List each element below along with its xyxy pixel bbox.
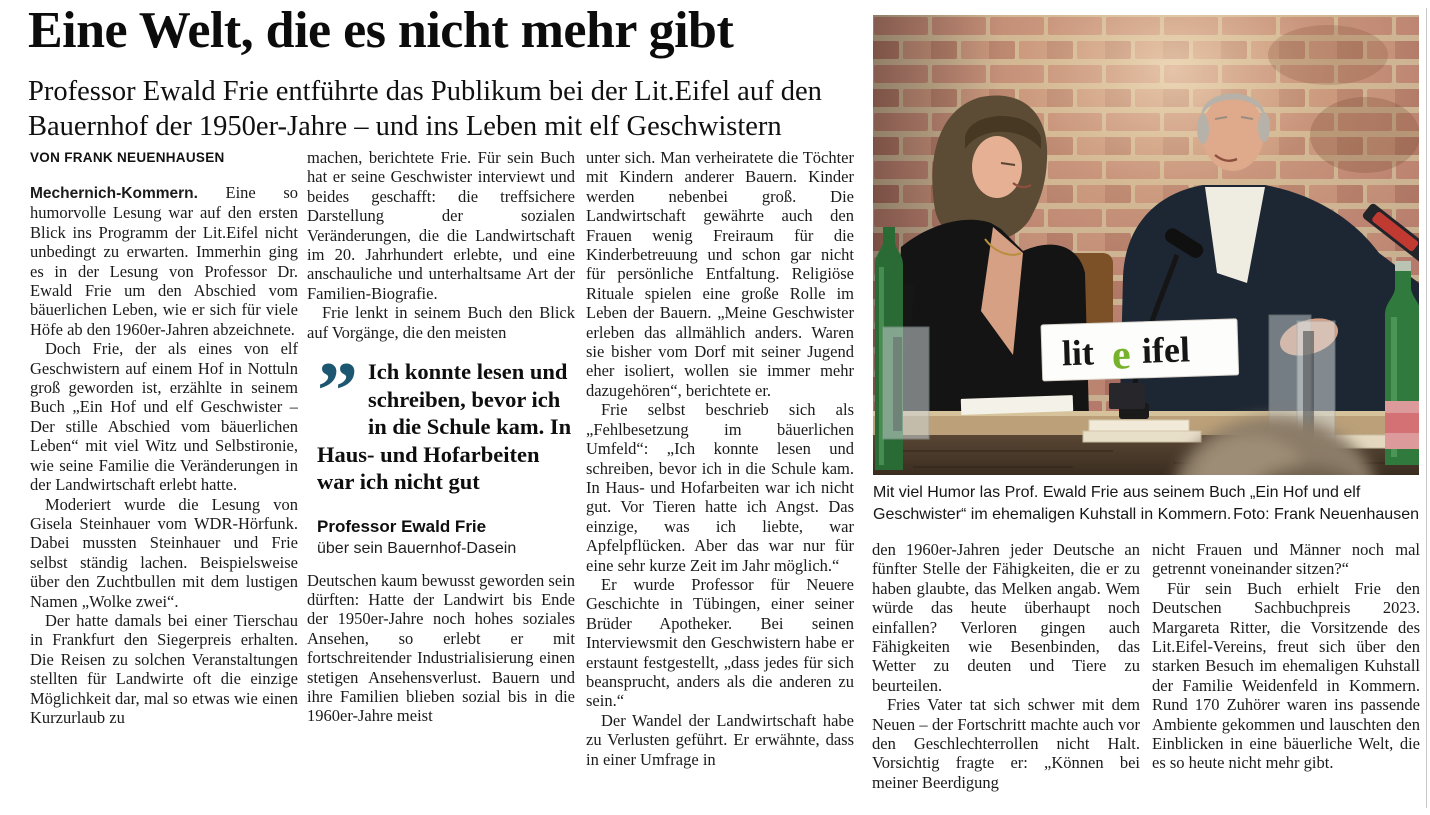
text-column-2 [307, 148, 575, 815]
quote-mark-icon: ” [317, 358, 358, 437]
paragraph: Deutschen kaum bewusst geworden sein dürften: Hatte der Landwirt bis Ende der 1950er-Jahre noch hohes soziales Ansehen, so erlebt er mit fortschreitender Industrialisierung einen stetigen Ansehensverlust. Bauern und ihre Familien blieben sozial bis in die 1960er-Jahre meist [307, 570, 575, 726]
pull-quote-attribution-role: über sein Bauernhof-Dasein [317, 539, 517, 557]
sign-text-lit: lit [1061, 332, 1095, 374]
paragraph: Der Wandel der Landwirtschaft habe zu Verlusten geführt. Er erwähnte, dass in einer Umfrage in [586, 710, 854, 769]
paragraph: den 1960er-Jahren jeder Deutsche an fünfter Stelle der Fähigkeiten, die er zu haben glaubte, das Melken angab. Wem würde das heute überhaupt noch einfallen? Verloren gingen auch Fähigkeiten wie Besenbinden, das Wetter zu deuten und Tiere zu beurteilen. [872, 540, 1140, 695]
book-stack-left [1083, 420, 1201, 442]
article-photo [873, 15, 1419, 475]
sign-text-e: e [1111, 332, 1132, 379]
pull-quote [317, 358, 575, 559]
paragraph: unter sich. Man verheiratete die Töchter mit Kindern anderer Bauern. Kinder werden nebenbei groß. Die Landwirtschaft gewährte auch den Frauen wenig Freiraum für die Kinderbetreuung und schon gar nicht für persönliche Entfaltung. Religiöse Rituale spielen eine große Rolle im Leben der Bauern. „Meine Geschwister erleben das allmählich anders. Waren sie bisher vom Dorf mit seiner Jugend eher isoliert, wollen sie immer mehr dazugehören“, berichtete er. [586, 148, 854, 400]
dateline: Mechernich-Kommern. [30, 185, 198, 202]
mic-stand-base [1109, 383, 1145, 409]
column-rule [1426, 8, 1427, 808]
paragraph: machen, berichtete Frie. Für sein Buch hat er seine Geschwister interviewt und beides geschafft: die treffsichere Darstellung der sozialen Veränderungen, die die Landwirtschaft im 20. Jahrhundert erlebte, und eine anschauliche und unterhaltsame Art der Familien-Biografie. [307, 148, 575, 303]
paragraph: Fries Vater tat sich schwer mit dem Neuen – der Fortschritt machte auch vor den Geschlechterrollen nicht Halt. Vorsichtig fragte er: „Können bei meiner Beerdigung [872, 695, 1140, 792]
liteifel-sign [1041, 319, 1239, 381]
lead-paragraph-text: Eine so humorvolle Lesung war auf den ersten Blick ins Programm der Lit.Eifel nicht unbedingt zu erwarten. Immerhin ging es in der Lesung von Professor Dr. Ewald Frie um den Abschied vom bäuerlichen Leben, wie er sich für viele Höfe ab den 1960er-Jahren abzeichnete. [30, 183, 298, 339]
photo-credit: Foto: Frank Neuenhausen [1233, 506, 1419, 523]
paragraph: nicht Frauen und Männer noch mal getrennt voneinander sitzen?“ [1152, 540, 1420, 579]
photo-caption [873, 482, 1419, 526]
pull-quote-body [317, 358, 575, 496]
sign-text-ifel: ifel [1141, 329, 1191, 371]
subheadline: Professor Ewald Frie entführte das Publikum bei der Lit.Eifel auf den Bauernhof der 1950er-Jahre – und ins Leben mit elf Geschwistern [28, 76, 822, 142]
paragraph: Er wurde Professor für Neuere Geschichte in Tübingen, einer seiner Brüder Apotheker. Bei seinen Interviewsmit den Geschwistern habe er erstaunt festgestellt, „dass jedes für sich beansprucht, anders als die anderen zu sein.“ [586, 574, 854, 711]
photo-illustration [873, 15, 1419, 475]
paragraph: Der hatte damals bei einer Tierschau in Frankfurt den Siegerpreis erhalten. Die Reisen zu solchen Veranstaltungen stellten für Landwirte oft die einzige Möglichkeit dar, mal so etwas wie einen Kurzurlaub zu [30, 610, 298, 727]
paragraph: Frie lenkt in seinem Buch den Blick auf Vorgänge, die den meisten [307, 303, 575, 342]
pull-quote-text: Ich konnte lesen und schreiben, bevor ich in die Schule kam. In Haus- und Hofarbeiten war ich nicht gut [317, 359, 572, 495]
paragraph: Moderiert wurde die Lesung von Gisela Steinhauer vom WDR-Hörfunk. Dabei mussten Steinhauer und Frie selbst ständig lachen. Beispielsweise über den Zuchtbullen mit dem lustigen Namen „Wolke zwei“. [30, 494, 298, 611]
paragraph: Frie selbst beschrieb sich als „Fehlbesetzung im bäuerlichen Umfeld“: „Ich konnte lesen und schreiben, bevor ich in die Schule kam. In Haus- und Hofarbeiten war ich nicht gut. Vor Tieren hatte ich Angst. Das einzige, was ich liebte, war Apfelpflücken. Aber das war nur für eine sehr kurze Zeit im Jahr möglich.“ [586, 400, 854, 575]
text-column-3 [586, 148, 854, 815]
headline: Eine Welt, die es nicht mehr gibt [28, 2, 734, 59]
lead-paragraph [30, 183, 298, 339]
text-column-1 [30, 183, 298, 815]
pull-quote-attribution-name: Professor Ewald Frie [317, 516, 487, 536]
photo-caption-text: Mit viel Humor las Prof. Ewald Frie aus seinem Buch „Ein Hof und elf Geschwister“ im ehemaligen Kuhstall in Kommern. [873, 484, 1361, 523]
paragraph: Doch Frie, der als eines von elf Geschwistern auf einem Hof in Nottuln groß geworden ist, erzählte in seinem Buch „Ein Hof und elf Geschwister – Der stille Abschied vom bäuerlichen Leben“ mit viel Witz und Selbstironie, wie seine Familie die Veränderungen in der Landwirtschaft erlebt hatte. [30, 339, 298, 495]
text-column-5 [1152, 540, 1420, 815]
paragraph: Für sein Buch erhielt Frie den Deutschen Sachbuchpreis 2023. Margareta Ritter, die Vorsitzende des Lit.Eifel-Vereins, freut sich über den starken Besuch im ehemaligen Kuhstall der Familie Weidenfeld in Kommern. Rund 170 Zuhörer waren ins passende Ambiente gekommen und lauschten den Einblicken in eine bäuerliche Welt, die es so heute nicht mehr gibt. [1152, 578, 1420, 773]
byline: VON FRANK NEUENHAUSEN [30, 150, 225, 165]
water-glass-left [883, 327, 929, 439]
text-column-4 [872, 540, 1140, 815]
